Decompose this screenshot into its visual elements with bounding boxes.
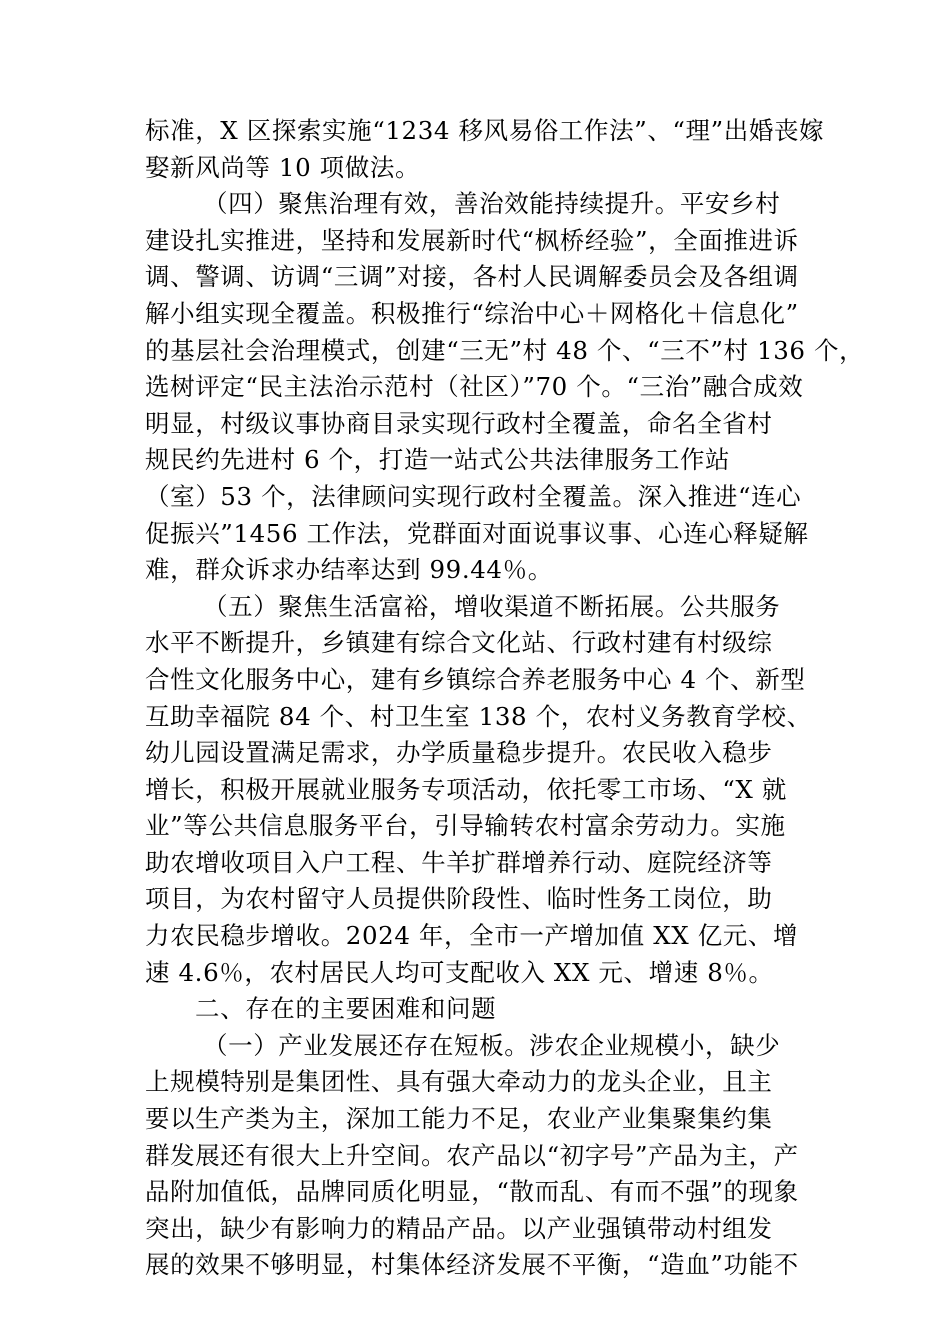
chapter-2-heading: 二、存在的主要困难和问题	[195, 994, 497, 1024]
text-line: 上规模特别是集团性、具有强大牵动力的龙头企业，且主	[145, 1067, 773, 1097]
text-line: 幼儿园设置满足需求，办学质量稳步提升。农民收入稳步	[145, 738, 773, 768]
section-5-heading-line: （五）聚焦生活富裕，增收渠道不断拓展。公共服务	[203, 591, 781, 621]
document-body	[145, 113, 865, 1284]
text-line: 项目，为农村留守人员提供阶段性、临时性务工岗位，助	[145, 884, 773, 914]
text-line: 明显，村级议事协商目录实现行政村全覆盖，命名全省村	[145, 408, 773, 438]
text-line: 促振兴”1456 工作法，党群面对面说事议事、心连心释疑解	[145, 518, 809, 548]
text-line: 水平不断提升，乡镇建有综合文化站、行政村建有村级综	[145, 628, 773, 658]
text-line: 建设扎实推进，坚持和发展新时代“枫桥经验”，全面推进诉	[145, 225, 799, 255]
text-line: 的基层社会治理模式，创建“三无”村 48 个、“三不”村 136 个，	[145, 335, 865, 365]
text-line: 互助幸福院 84 个、村卫生室 138 个，农村义务教育学校、	[145, 701, 812, 731]
text-line: （室）53 个，法律顾问实现行政村全覆盖。深入推进“连心	[145, 481, 802, 511]
text-line: 群发展还有很大上升空间。农产品以“初字号”产品为主，产	[145, 1140, 799, 1170]
section-4-heading-line: （四）聚焦治理有效，善治效能持续提升。平安乡村	[203, 189, 781, 219]
text-line: 助农增收项目入户工程、牛羊扩群增养行动、庭院经济等	[145, 847, 773, 877]
text-line: 调、警调、访调“三调”对接，各村人民调解委员会及各组调	[145, 262, 799, 292]
text-line: 突出，缺少有影响力的精品产品。以产业强镇带动村组发	[145, 1213, 773, 1243]
text-line: 要以生产类为主，深加工能力不足，农业产业集聚集约集	[145, 1104, 773, 1134]
text-line: 娶新风尚等 10 项做法。	[145, 152, 421, 182]
text-line: 速 4.6％，农村居民人均可支配收入 XX 元、增速 8％。	[145, 957, 774, 987]
text-line: 力农民稳步增收。2024 年，全市一产增加值 XX 亿元、增	[145, 921, 799, 951]
text-line: 规民约先进村 6 个，打造一站式公共法律服务工作站	[145, 445, 731, 475]
text-line: 合性文化服务中心，建有乡镇综合养老服务中心 4 个、新型	[145, 664, 806, 694]
text-line: 解小组实现全覆盖。积极推行“综治中心＋网格化＋信息化”	[145, 298, 799, 328]
text-line: 业”等公共信息服务平台，引导输转农村富余劳动力。实施	[145, 811, 786, 841]
text-line: 品附加值低，品牌同质化明显，“散而乱、有而不强”的现象	[145, 1177, 799, 1207]
section-1-heading-line: （一）产业发展还存在短板。涉农企业规模小，缺少	[203, 1030, 781, 1060]
text-line: 选树评定“民主法治示范村（社区）”70 个。“三治”融合成效	[145, 372, 804, 402]
text-line: 难，群众诉求办结率达到 99.44％。	[145, 555, 553, 585]
text-line: 展的效果不够明显，村集体经济发展不平衡，“造血”功能不	[145, 1250, 799, 1280]
text-line: 增长，积极开展就业服务专项活动，依托零工市场、“X 就	[145, 774, 787, 804]
text-line: 标准，X 区探索实施“1234 移风易俗工作法”、“理”出婚丧嫁	[145, 116, 825, 145]
